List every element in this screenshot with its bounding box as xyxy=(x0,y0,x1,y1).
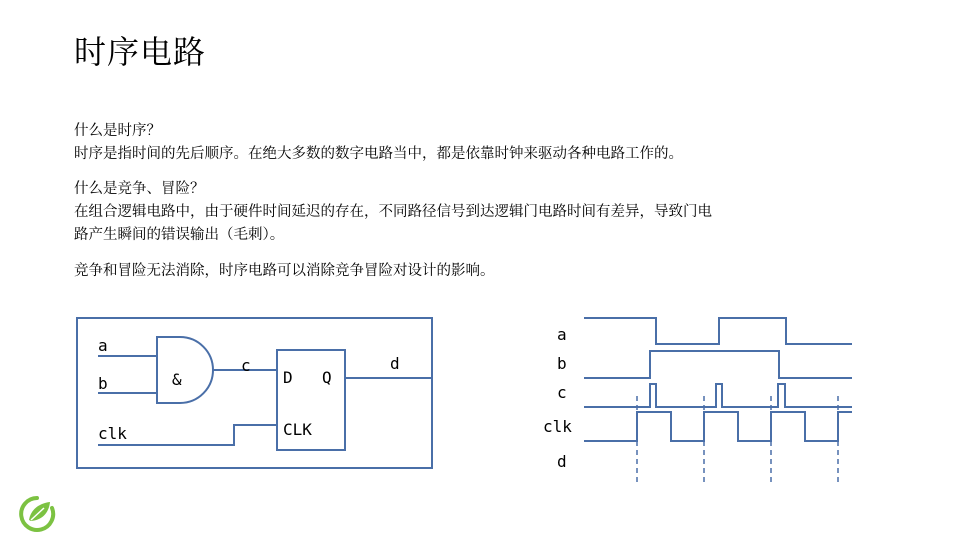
circuit-frame xyxy=(77,318,432,468)
section-timing-definition xyxy=(74,120,874,166)
label-ff-q: Q xyxy=(322,368,332,387)
label-input-b: b xyxy=(98,374,108,393)
label-ff-clk: CLK xyxy=(283,420,312,439)
label-wire-c: c xyxy=(241,356,251,375)
timing-label-d: d xyxy=(557,452,567,471)
waveform-c xyxy=(584,384,852,407)
note-text: 竞争和冒险无法消除，时序电路可以消除竞争冒险对设计的影响。 xyxy=(74,263,495,279)
waveform-a xyxy=(584,318,852,344)
section-race-hazard xyxy=(74,178,874,247)
answer-race-hazard-line2: 路产生瞬间的错误输出（毛刺）。 xyxy=(74,227,285,243)
section-note xyxy=(74,260,874,283)
timing-label-a: a xyxy=(557,325,567,344)
question-race-hazard: 什么是竞争、冒险？ xyxy=(74,181,205,197)
and-gate xyxy=(157,337,213,403)
label-output-d: d xyxy=(390,354,400,373)
timing-label-b: b xyxy=(557,354,567,373)
d-flip-flop xyxy=(277,350,345,450)
timing-label-c: c xyxy=(557,383,567,402)
label-input-clk: clk xyxy=(98,424,127,443)
leaf-logo-icon xyxy=(17,494,57,534)
wire-clk xyxy=(98,425,277,445)
answer-race-hazard-line1: 在组合逻辑电路中，由于硬件时间延迟的存在，不同路径信号到达逻辑门电路时间有差异，导致门电 xyxy=(74,204,712,220)
label-input-a: a xyxy=(98,336,108,355)
timing-label-clk: clk xyxy=(543,417,572,436)
label-ff-d: D xyxy=(283,368,293,387)
waveform-clk xyxy=(584,412,852,441)
answer-what-is-timing: 时序是指时间的先后顺序。在绝大多数的数字电路当中，都是依靠时钟来驱动各种电路工作的。 xyxy=(74,146,683,162)
page-title: 时序电路 xyxy=(74,33,207,71)
waveform-b xyxy=(584,351,852,378)
question-what-is-timing: 什么是时序？ xyxy=(74,123,161,139)
label-gate-and: & xyxy=(172,370,182,389)
